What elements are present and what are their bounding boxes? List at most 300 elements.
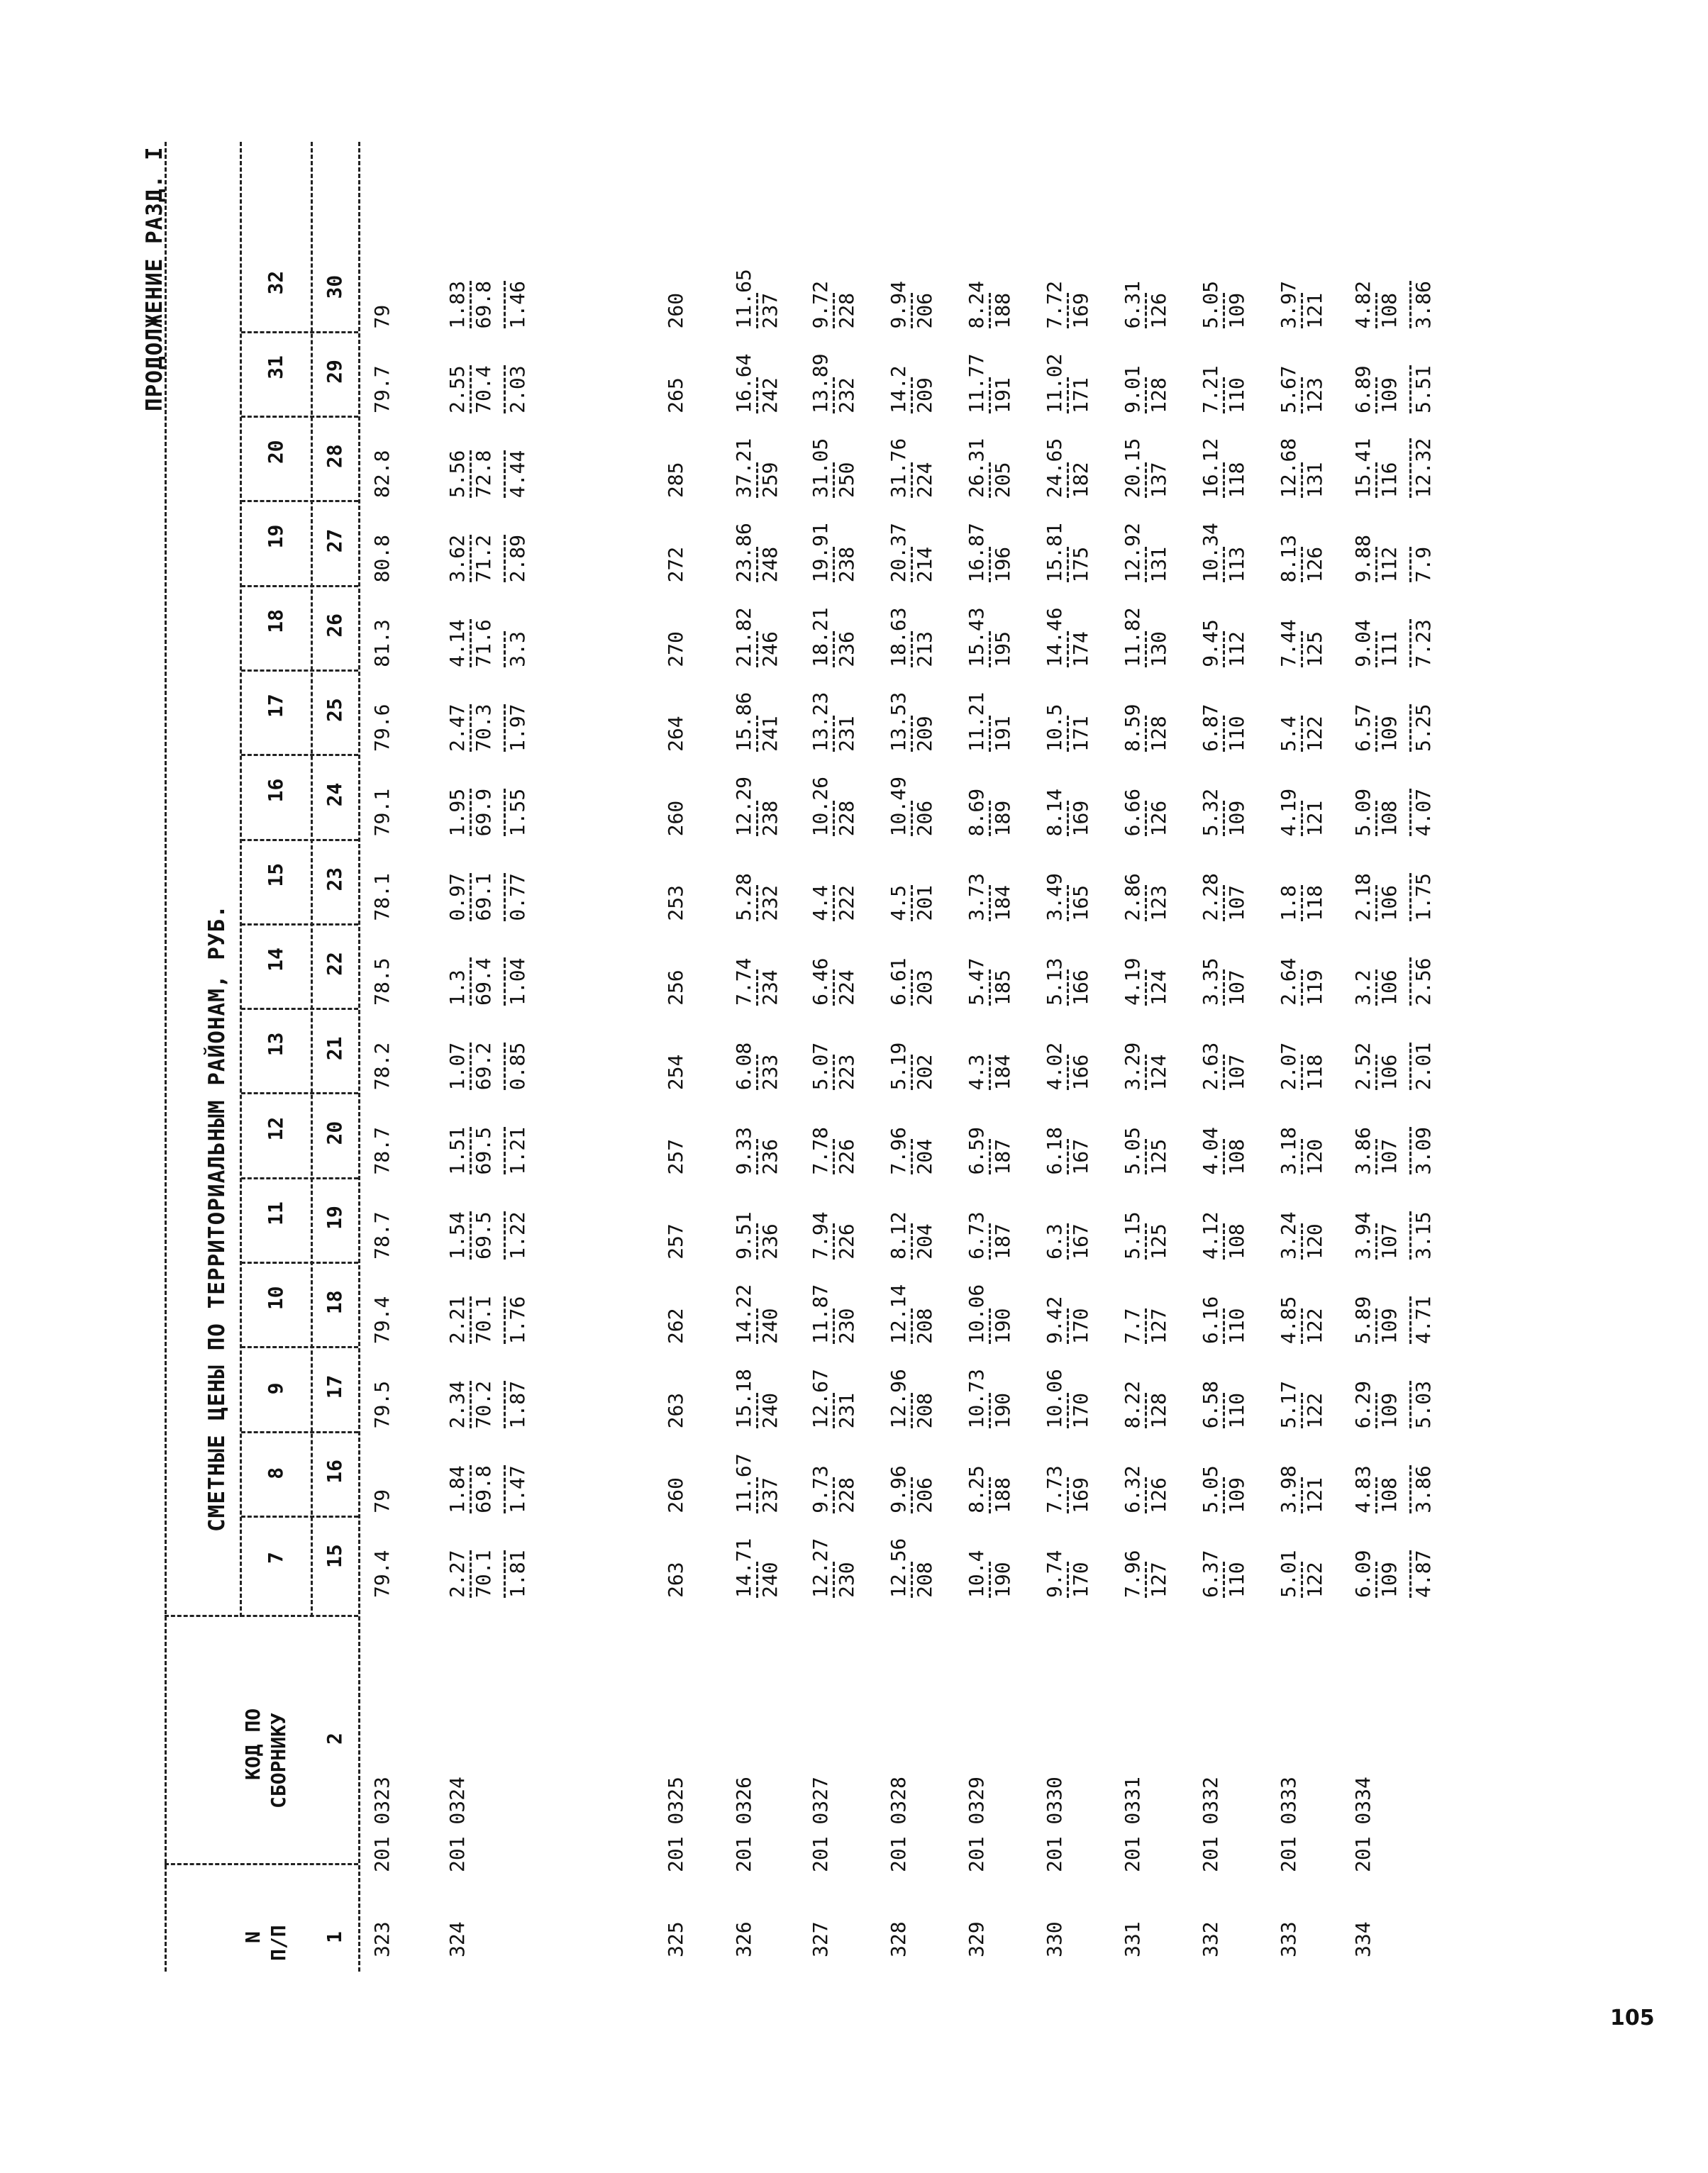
table-cell: 4.5 bbox=[887, 885, 910, 921]
district-divider bbox=[241, 839, 358, 841]
table-cell: 5.47 bbox=[965, 957, 988, 1006]
table-cell: 78.7 bbox=[370, 1127, 394, 1175]
table-cell: 3.35 bbox=[1199, 957, 1222, 1006]
table-cell: 13.89 bbox=[809, 353, 832, 413]
column-index: 15 bbox=[323, 1544, 346, 1568]
rule-title bbox=[240, 142, 242, 1617]
table-cell: 2.28 bbox=[1199, 873, 1222, 921]
table-cell: 9.73 bbox=[809, 1465, 832, 1513]
table-cell: 2.01 bbox=[1409, 1043, 1436, 1090]
table-cell: 254 bbox=[664, 1054, 687, 1091]
table-cell: 3.15 bbox=[1409, 1211, 1436, 1259]
table-cell: 222 bbox=[833, 885, 859, 921]
table-cell: 110 bbox=[1223, 1562, 1249, 1598]
table-cell: 70.4 bbox=[470, 365, 496, 413]
table-cell: 5.28 bbox=[732, 873, 755, 921]
table-cell: 15.86 bbox=[732, 691, 755, 752]
table-cell: 224 bbox=[833, 969, 859, 1006]
table-cell: 109 bbox=[1375, 1393, 1402, 1429]
table-cell: 260 bbox=[664, 1477, 687, 1513]
table-cell: 272 bbox=[664, 546, 687, 583]
table-cell: 195 bbox=[989, 631, 1015, 667]
table-cell: 12.32 bbox=[1409, 438, 1436, 498]
table-cell: 264 bbox=[664, 716, 687, 752]
table-cell: 201 bbox=[911, 885, 937, 921]
table-cell: 107 bbox=[1223, 1055, 1249, 1091]
table-cell: 6.18 bbox=[1043, 1127, 1066, 1175]
table-cell: 8.69 bbox=[965, 788, 988, 837]
district-header: 11 bbox=[264, 1201, 287, 1226]
table-cell: 8.13 bbox=[1277, 534, 1300, 583]
table-cell: 6.09 bbox=[1351, 1550, 1375, 1598]
table-cell: 12.92 bbox=[1121, 523, 1144, 583]
table-cell: 111 bbox=[1375, 631, 1402, 667]
table-cell: 18.21 bbox=[809, 607, 832, 667]
table-cell: 236 bbox=[756, 1223, 782, 1260]
table-cell: 126 bbox=[1145, 801, 1171, 837]
row-code: 201 0333 bbox=[1277, 1777, 1300, 1872]
table-cell: 2.64 bbox=[1277, 957, 1300, 1006]
table-cell: 69.4 bbox=[470, 957, 496, 1005]
page-number: 105 bbox=[1610, 2006, 1655, 2030]
table-cell: 8.59 bbox=[1121, 704, 1144, 752]
table-cell: 1.04 bbox=[504, 957, 530, 1005]
table-cell: 171 bbox=[1067, 716, 1093, 752]
table-cell: 9.96 bbox=[887, 1465, 910, 1513]
table-cell: 2.89 bbox=[504, 535, 530, 582]
table-cell: 260 bbox=[664, 800, 687, 837]
table-cell: 226 bbox=[833, 1223, 859, 1260]
rule-index bbox=[358, 142, 360, 1972]
table-cell: 121 bbox=[1301, 293, 1327, 329]
row-code: 201 0330 bbox=[1043, 1777, 1066, 1872]
table-cell: 123 bbox=[1145, 885, 1171, 921]
table-cell: 241 bbox=[756, 716, 782, 752]
table-cell: 1.97 bbox=[504, 704, 530, 752]
table-cell: 12.56 bbox=[887, 1538, 910, 1598]
table-cell: 2.21 bbox=[445, 1296, 469, 1345]
table-cell: 1.75 bbox=[1409, 873, 1436, 921]
num-header-line-2: П/П bbox=[267, 1925, 290, 1961]
table-cell: 188 bbox=[989, 1477, 1015, 1513]
table-cell: 10.5 bbox=[1043, 704, 1066, 752]
table-cell: 109 bbox=[1223, 801, 1249, 837]
table-cell: 214 bbox=[911, 547, 937, 583]
district-divider bbox=[241, 1431, 358, 1433]
table-cell: 253 bbox=[664, 885, 687, 921]
table-cell: 112 bbox=[1375, 547, 1402, 583]
table-cell: 116 bbox=[1375, 462, 1402, 499]
table-cell: 2.18 bbox=[1351, 873, 1375, 921]
table-cell: 71.2 bbox=[470, 535, 496, 582]
table-cell: 170 bbox=[1067, 1308, 1093, 1345]
table-cell: 0.85 bbox=[504, 1043, 530, 1090]
table-cell: 79 bbox=[370, 304, 394, 329]
table-cell: 109 bbox=[1223, 293, 1249, 329]
table-cell: 240 bbox=[756, 1393, 782, 1429]
table-cell: 37.21 bbox=[732, 438, 755, 499]
table-cell: 256 bbox=[664, 969, 687, 1006]
table-cell: 5.15 bbox=[1121, 1211, 1144, 1260]
table-cell: 228 bbox=[833, 1477, 859, 1513]
table-cell: 122 bbox=[1301, 1308, 1327, 1345]
district-header: 19 bbox=[264, 524, 287, 549]
table-cell: 122 bbox=[1301, 1562, 1327, 1598]
table-cell: 14.71 bbox=[732, 1538, 755, 1598]
table-cell: 118 bbox=[1223, 462, 1249, 499]
district-header: 32 bbox=[264, 270, 287, 295]
table-cell: 237 bbox=[756, 1477, 782, 1513]
table-cell: 5.09 bbox=[1351, 788, 1375, 837]
table-cell: 8.22 bbox=[1121, 1380, 1144, 1429]
table-cell: 9.51 bbox=[732, 1211, 755, 1260]
table-cell: 231 bbox=[833, 1393, 859, 1429]
table-cell: 10.06 bbox=[1043, 1369, 1066, 1429]
table-cell: 15.18 bbox=[732, 1369, 755, 1429]
table-cell: 5.05 bbox=[1121, 1127, 1144, 1175]
table-cell: 10.06 bbox=[965, 1284, 988, 1345]
column-index: 18 bbox=[323, 1290, 346, 1315]
num-header-line-1: N bbox=[241, 1931, 265, 1943]
district-header: 14 bbox=[264, 947, 287, 972]
table-cell: 205 bbox=[989, 462, 1015, 499]
district-divider bbox=[241, 1177, 358, 1179]
table-cell: 1.07 bbox=[445, 1042, 469, 1091]
district-divider bbox=[241, 1262, 358, 1264]
table-cell: 127 bbox=[1145, 1308, 1171, 1345]
table-cell: 82.8 bbox=[370, 450, 394, 499]
table-cell: 2.56 bbox=[1409, 957, 1436, 1005]
table-cell: 5.17 bbox=[1277, 1380, 1300, 1429]
table-cell: 2.55 bbox=[445, 365, 469, 413]
table-cell: 5.67 bbox=[1277, 365, 1300, 413]
table-cell: 2.47 bbox=[445, 704, 469, 752]
table-cell: 69.2 bbox=[470, 1043, 496, 1090]
table-cell: 3.86 bbox=[1409, 281, 1436, 328]
table-cell: 106 bbox=[1375, 885, 1402, 921]
table-cell: 15.81 bbox=[1043, 523, 1066, 583]
table-cell: 190 bbox=[989, 1393, 1015, 1429]
table-cell: 1.54 bbox=[445, 1211, 469, 1260]
table-cell: 10.26 bbox=[809, 777, 832, 837]
table-cell: 184 bbox=[989, 885, 1015, 921]
table-cell: 108 bbox=[1223, 1139, 1249, 1175]
table-cell: 224 bbox=[911, 462, 937, 499]
table-cell: 79.1 bbox=[370, 788, 394, 837]
table-cell: 1.8 bbox=[1277, 885, 1300, 921]
table-cell: 260 bbox=[664, 292, 687, 329]
table-cell: 79.4 bbox=[370, 1550, 394, 1598]
row-number: 326 bbox=[732, 1921, 755, 1957]
table-cell: 79.5 bbox=[370, 1380, 394, 1429]
district-divider bbox=[241, 585, 358, 587]
table-cell: 4.14 bbox=[445, 619, 469, 667]
table-cell: 209 bbox=[911, 377, 937, 413]
table-cell: 228 bbox=[833, 801, 859, 837]
table-cell: 231 bbox=[833, 716, 859, 752]
row-code: 201 0328 bbox=[887, 1777, 910, 1872]
table-cell: 2.86 bbox=[1121, 873, 1144, 921]
column-index: 26 bbox=[323, 613, 346, 638]
table-cell: 4.02 bbox=[1043, 1042, 1066, 1091]
row-number: 330 bbox=[1043, 1921, 1066, 1957]
table-cell: 131 bbox=[1145, 547, 1171, 583]
table-cell: 14.2 bbox=[887, 365, 910, 413]
table-cell: 128 bbox=[1145, 1393, 1171, 1429]
table-cell: 238 bbox=[756, 801, 782, 837]
table-cell: 170 bbox=[1067, 1562, 1093, 1598]
table-cell: 204 bbox=[911, 1223, 937, 1260]
table-cell: 3.98 bbox=[1277, 1465, 1300, 1513]
table-cell: 113 bbox=[1223, 547, 1249, 583]
table-cell: 4.44 bbox=[504, 450, 530, 498]
table-cell: 3.73 bbox=[965, 873, 988, 921]
table-cell: 110 bbox=[1223, 377, 1249, 413]
table-cell: 7.96 bbox=[1121, 1550, 1144, 1598]
table-cell: 3.3 bbox=[504, 631, 530, 667]
table-cell: 190 bbox=[989, 1308, 1015, 1345]
table-cell: 240 bbox=[756, 1308, 782, 1345]
table-cell: 81.3 bbox=[370, 619, 394, 667]
table-cell: 5.56 bbox=[445, 450, 469, 499]
table-cell: 12.67 bbox=[809, 1369, 832, 1429]
table-cell: 7.78 bbox=[809, 1127, 832, 1175]
table-cell: 12.68 bbox=[1277, 438, 1300, 499]
table-cell: 6.58 bbox=[1199, 1380, 1222, 1429]
table-cell: 265 bbox=[664, 377, 687, 413]
table-cell: 9.72 bbox=[809, 281, 832, 329]
table-cell: 13.53 bbox=[887, 691, 910, 752]
table-cell: 190 bbox=[989, 1562, 1015, 1598]
table-cell: 21.82 bbox=[732, 607, 755, 667]
table-cell: 9.74 bbox=[1043, 1550, 1066, 1598]
table-cell: 20.37 bbox=[887, 523, 910, 583]
table-cell: 7.72 bbox=[1043, 281, 1066, 329]
table-cell: 120 bbox=[1301, 1139, 1327, 1175]
table-cell: 118 bbox=[1301, 885, 1327, 921]
table-cell: 242 bbox=[756, 377, 782, 413]
table-cell: 69.1 bbox=[470, 873, 496, 921]
table-cell: 1.76 bbox=[504, 1296, 530, 1344]
table-cell: 3.2 bbox=[1351, 969, 1375, 1006]
table-cell: 6.87 bbox=[1199, 704, 1222, 752]
table-cell: 126 bbox=[1145, 293, 1171, 329]
table-cell: 233 bbox=[756, 1055, 782, 1091]
table-cell: 4.71 bbox=[1409, 1296, 1436, 1344]
column-index: 16 bbox=[323, 1459, 346, 1484]
table-cell: 125 bbox=[1145, 1223, 1171, 1260]
row-code: 201 0329 bbox=[965, 1777, 988, 1872]
table-cell: 70.1 bbox=[470, 1296, 496, 1344]
table-cell: 3.86 bbox=[1409, 1465, 1436, 1513]
table-cell: 121 bbox=[1301, 1477, 1327, 1513]
table-cell: 204 bbox=[911, 1139, 937, 1175]
table-cell: 187 bbox=[989, 1139, 1015, 1175]
table-cell: 4.19 bbox=[1277, 788, 1300, 837]
table-cell: 167 bbox=[1067, 1223, 1093, 1260]
table-cell: 1.83 bbox=[445, 281, 469, 329]
table-cell: 3.29 bbox=[1121, 1042, 1144, 1091]
table-cell: 4.4 bbox=[809, 885, 832, 921]
table-cell: 11.87 bbox=[809, 1284, 832, 1345]
row-number: 334 bbox=[1351, 1921, 1375, 1957]
table-cell: 69.5 bbox=[470, 1127, 496, 1174]
column-index: 17 bbox=[323, 1374, 346, 1399]
table-title: СМЕТНЫЕ ЦЕНЫ ПО ТЕРРИТОРИАЛЬНЫМ РАЙОНАМ, РУБ. bbox=[204, 904, 230, 1532]
table-cell: 4.19 bbox=[1121, 957, 1144, 1006]
table-cell: 110 bbox=[1223, 1308, 1249, 1345]
table-cell: 11.65 bbox=[732, 269, 755, 329]
row-code: 201 0332 bbox=[1199, 1777, 1222, 1872]
row-number: 332 bbox=[1199, 1921, 1222, 1957]
table-cell: 3.18 bbox=[1277, 1127, 1300, 1175]
table-cell: 6.32 bbox=[1121, 1465, 1144, 1513]
table-cell: 123 bbox=[1301, 377, 1327, 413]
table-cell: 7.74 bbox=[732, 957, 755, 1006]
table-cell: 109 bbox=[1375, 377, 1402, 413]
table-cell: 126 bbox=[1145, 1477, 1171, 1513]
table-cell: 1.95 bbox=[445, 788, 469, 837]
table-cell: 16.12 bbox=[1199, 438, 1222, 499]
table-cell: 14.46 bbox=[1043, 607, 1066, 667]
district-header: 17 bbox=[264, 694, 287, 718]
table-cell: 70.1 bbox=[470, 1550, 496, 1598]
table-cell: 208 bbox=[911, 1393, 937, 1429]
table-cell: 3.49 bbox=[1043, 873, 1066, 921]
district-divider bbox=[241, 500, 358, 502]
table-cell: 109 bbox=[1375, 716, 1402, 752]
table-cell: 5.05 bbox=[1199, 1465, 1222, 1513]
table-cell: 209 bbox=[911, 716, 937, 752]
table-cell: 13.23 bbox=[809, 691, 832, 752]
table-cell: 107 bbox=[1223, 885, 1249, 921]
rule-district bbox=[311, 142, 313, 1617]
district-header: 16 bbox=[264, 778, 287, 803]
table-cell: 1.87 bbox=[504, 1381, 530, 1428]
district-header: 13 bbox=[264, 1032, 287, 1057]
table-cell: 9.88 bbox=[1351, 534, 1375, 583]
table-cell: 6.16 bbox=[1199, 1296, 1222, 1345]
row-number: 327 bbox=[809, 1921, 832, 1957]
table-cell: 7.9 bbox=[1409, 547, 1436, 583]
row-code: 201 0325 bbox=[664, 1777, 687, 1872]
row-code: 201 0326 bbox=[732, 1777, 755, 1872]
table-cell: 213 bbox=[911, 631, 937, 667]
table-cell: 9.01 bbox=[1121, 365, 1144, 413]
table-cell: 165 bbox=[1067, 885, 1093, 921]
table-cell: 125 bbox=[1145, 1139, 1171, 1175]
row-number: 324 bbox=[445, 1921, 469, 1957]
table-cell: 79.6 bbox=[370, 704, 394, 752]
table-cell: 11.67 bbox=[732, 1453, 755, 1513]
district-header: 10 bbox=[264, 1286, 287, 1311]
table-cell: 246 bbox=[756, 631, 782, 667]
table-cell: 1.55 bbox=[504, 789, 530, 836]
continuation-header: ПРОДОЛЖЕНИЕ РАЗД. I bbox=[142, 146, 167, 411]
table-cell: 78.5 bbox=[370, 957, 394, 1006]
column-index: 25 bbox=[323, 698, 346, 722]
table-cell: 1.84 bbox=[445, 1465, 469, 1513]
district-header: 20 bbox=[264, 440, 287, 465]
row-number: 328 bbox=[887, 1921, 910, 1957]
district-header: 12 bbox=[264, 1116, 287, 1141]
table-cell: 78.1 bbox=[370, 873, 394, 921]
rule-code-col bbox=[165, 1615, 358, 1617]
table-cell: 188 bbox=[989, 293, 1015, 329]
table-cell: 23.86 bbox=[732, 523, 755, 583]
table-cell: 122 bbox=[1301, 716, 1327, 752]
table-cell: 223 bbox=[833, 1055, 859, 1091]
row-number: 331 bbox=[1121, 1921, 1144, 1957]
table-cell: 240 bbox=[756, 1562, 782, 1598]
table-cell: 69.8 bbox=[470, 1465, 496, 1513]
table-cell: 120 bbox=[1301, 1223, 1327, 1260]
table-cell: 6.37 bbox=[1199, 1550, 1222, 1598]
table-cell: 109 bbox=[1375, 1562, 1402, 1598]
table-cell: 18.63 bbox=[887, 607, 910, 667]
table-cell: 206 bbox=[911, 1477, 937, 1513]
table-cell: 166 bbox=[1067, 1055, 1093, 1091]
table-cell: 167 bbox=[1067, 1139, 1093, 1175]
table-cell: 2.52 bbox=[1351, 1042, 1375, 1091]
table-cell: 9.04 bbox=[1351, 619, 1375, 667]
district-divider bbox=[241, 923, 358, 926]
table-cell: 8.12 bbox=[887, 1211, 910, 1260]
table-cell: 230 bbox=[833, 1562, 859, 1598]
table-cell: 5.03 bbox=[1409, 1381, 1436, 1428]
table-cell: 5.05 bbox=[1199, 281, 1222, 329]
table-cell: 196 bbox=[989, 547, 1015, 583]
table-cell: 169 bbox=[1067, 801, 1093, 837]
table-cell: 11.02 bbox=[1043, 353, 1066, 413]
table-cell: 110 bbox=[1223, 1393, 1249, 1429]
row-number: 329 bbox=[965, 1921, 988, 1957]
column-index: 23 bbox=[323, 867, 346, 891]
district-header: 15 bbox=[264, 862, 287, 887]
table-cell: 16.87 bbox=[965, 523, 988, 583]
column-index: 30 bbox=[323, 274, 346, 299]
table-cell: 257 bbox=[664, 1138, 687, 1175]
table-cell: 270 bbox=[664, 631, 687, 667]
district-divider bbox=[241, 416, 358, 418]
table-cell: 3.24 bbox=[1277, 1211, 1300, 1260]
table-cell: 69.9 bbox=[470, 789, 496, 836]
table-cell: 12.27 bbox=[809, 1538, 832, 1598]
table-cell: 6.59 bbox=[965, 1127, 988, 1175]
table-cell: 20.15 bbox=[1121, 438, 1144, 499]
rotated-table-page bbox=[142, 128, 1560, 1972]
table-cell: 128 bbox=[1145, 377, 1171, 413]
table-cell: 7.23 bbox=[1409, 619, 1436, 667]
table-cell: 0.77 bbox=[504, 873, 530, 921]
table-cell: 124 bbox=[1145, 1055, 1171, 1091]
table-cell: 191 bbox=[989, 377, 1015, 413]
table-cell: 109 bbox=[1223, 1477, 1249, 1513]
table-cell: 12.29 bbox=[732, 777, 755, 837]
table-cell: 107 bbox=[1375, 1139, 1402, 1175]
table-cell: 250 bbox=[833, 462, 859, 499]
table-cell: 14.22 bbox=[732, 1284, 755, 1345]
column-index: 22 bbox=[323, 952, 346, 976]
table-cell: 6.46 bbox=[809, 957, 832, 1006]
table-cell: 108 bbox=[1375, 801, 1402, 837]
table-cell: 10.4 bbox=[965, 1550, 988, 1598]
table-cell: 4.83 bbox=[1351, 1465, 1375, 1513]
column-index: 27 bbox=[323, 528, 346, 553]
table-cell: 6.89 bbox=[1351, 365, 1375, 413]
table-cell: 5.51 bbox=[1409, 365, 1436, 413]
table-cell: 230 bbox=[833, 1308, 859, 1345]
